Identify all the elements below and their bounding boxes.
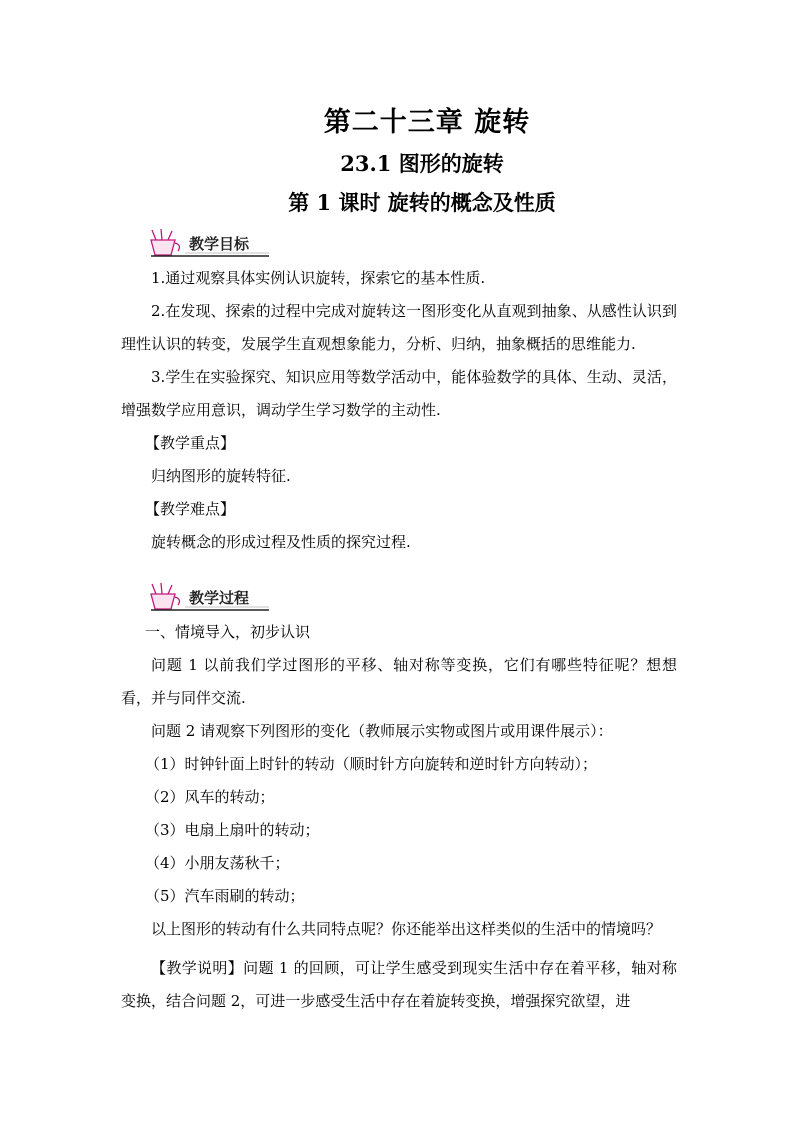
section-title: 23.1 图形的旋转 — [340, 151, 504, 176]
list-item: （3）电扇上扇叶的转动； — [145, 821, 320, 839]
process-heading — [145, 582, 275, 612]
list-item: （2）风车的转动； — [145, 788, 275, 806]
list-item: （5）汽车雨刷的转动； — [145, 887, 305, 905]
process-body — [121, 616, 677, 1018]
objective-1: 1.通过观察具体实例认识旋转，探索它的基本性质. — [151, 269, 486, 287]
difficulty-text: 旋转概念的形成过程及性质的探究过程. — [151, 533, 411, 551]
lesson-title: 第 1 课时 旋转的概念及性质 — [288, 190, 556, 215]
part1-heading: 一、情境导入，初步认识 — [145, 623, 311, 641]
list-item: （4）小朋友荡秋千； — [145, 854, 290, 872]
question-1: 问题 1 以前我们学过图形的平移、轴对称等变换，它们有哪些特征呢？想想看，并与同伴交流. — [121, 656, 677, 707]
objectives-heading — [145, 228, 275, 258]
objectives-label: 教学目标 — [189, 235, 250, 253]
objectives-body — [121, 262, 677, 559]
followup-question: 以上图形的转动有什么共同特点呢？你还能举出这样类似的生活中的情境吗？ — [151, 920, 662, 938]
chapter-title: 第二十三章 旋转 — [323, 107, 531, 138]
key-point-heading: 【教学重点】 — [145, 434, 236, 452]
key-point-text: 归纳图形的旋转特征. — [151, 467, 291, 485]
objective-2: 2.在发现、探索的过程中完成对旋转这一图形变化从直观到抽象、从感性认识到理性认识的转变，发展学生直观想象能力，分析、归纳，抽象概括的思维能力. — [121, 302, 677, 353]
list-item: （1）时钟针面上时针的转动（顺时针方向旋转和逆时针方向转动）； — [145, 755, 598, 773]
objective-3: 3.学生在实验探究、知识应用等数学活动中，能体验数学的具体、生动、灵活，增强数学应用意识，调动学生学习数学的主动性. — [121, 368, 677, 419]
difficulty-heading: 【教学难点】 — [145, 500, 236, 518]
process-label: 教学过程 — [189, 589, 250, 607]
question-2: 问题 2 请观察下列图形的变化（教师展示实物或图片或用课件展示）： — [151, 722, 613, 740]
teaching-note: 【教学说明】问题 1 的回顾，可让学生感受到现实生活中存在着平移，轴对称变换，结合问题 2，可进一步感受生活中存在着旋转变换，增强探究欲望，进 — [121, 959, 677, 1010]
